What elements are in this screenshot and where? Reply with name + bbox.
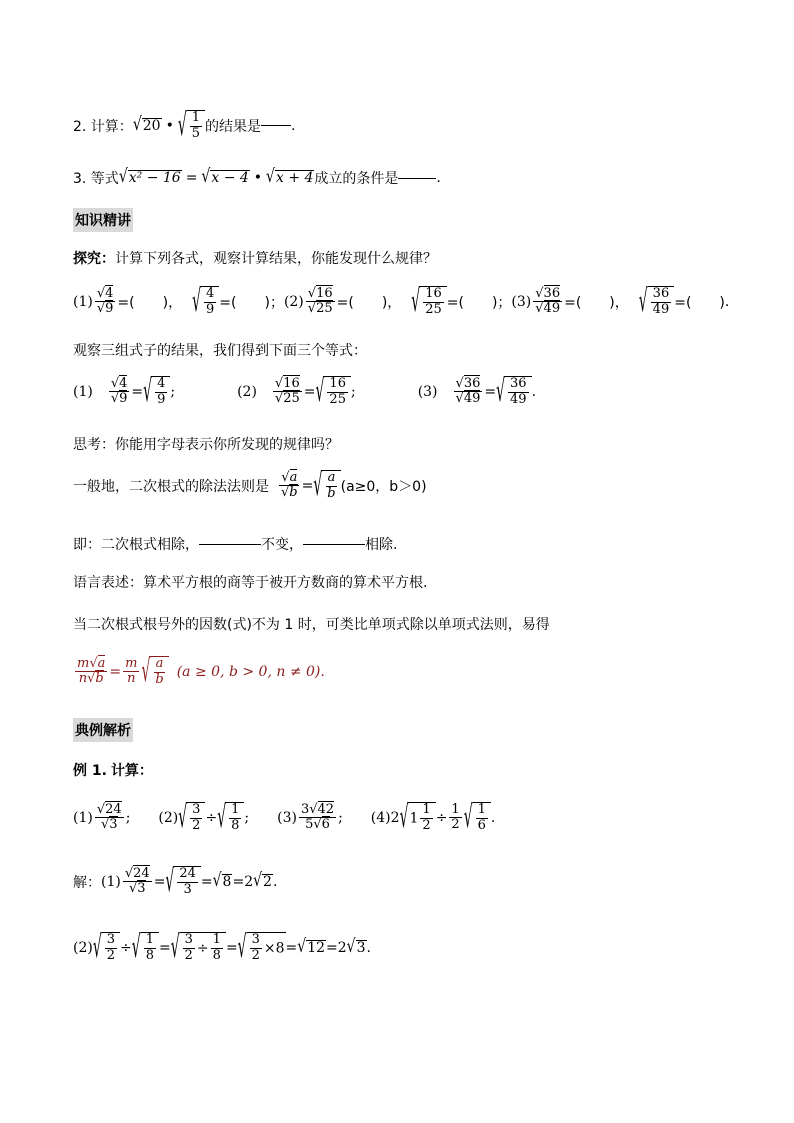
q2-label: 2. 计算： bbox=[73, 118, 133, 135]
sqrt-x+4: √ x + 4 bbox=[266, 166, 314, 187]
division-rule: 一般地，二次根式的除法法则是 $\frac{√a}{√b}$ = √ $\frac{a}{b}$ (a≥0，b＞0) bbox=[73, 468, 427, 504]
sqrt-16-25: √ $\frac{16}{25}$ bbox=[411, 286, 446, 318]
explore: 探究： 计算下列各式，观察计算结果，你能发现什么规律？ bbox=[73, 251, 437, 267]
answer-blank[interactable] bbox=[261, 125, 291, 126]
example-1-title: 例 1. 计算： bbox=[73, 763, 153, 779]
explore-expressions: (1) $\frac{√4}{√9}$ =( ) ， √ $\frac{4}{9}$ =( ) ； (2) $\frac{√16}{√25}$ =( ) ， √ $\frac{16}{25}$ =( ) ； (3) $\frac{√36}{√49}$ =( ) ， √ $\frac{36}{49}$ =( ) . bbox=[73, 284, 730, 320]
frac-sqrt36-sqrt49: $\frac{√36}{√49}$ bbox=[535, 285, 561, 317]
ie-text: 即：二次根式相除， 不变， 相除. bbox=[73, 537, 398, 553]
q3-cond: 成立的条件是 bbox=[314, 171, 399, 187]
q3-label: 3. 等式 bbox=[73, 171, 119, 187]
sqrt-x-4: √ x − 4 bbox=[201, 166, 249, 187]
q2-suffix: 的结果是 bbox=[205, 118, 262, 135]
sqrt-1-5: √ $\frac{1}{5}$ bbox=[178, 110, 205, 142]
question-2: 2. 计算： √ 20 • √ $\frac{1}{5}$ 的结果是 . bbox=[73, 108, 296, 144]
frac-sqrt4-sqrt9: $\frac{√4}{√9}$ bbox=[96, 285, 114, 317]
observe-text: 观察三组式子的结果，我们得到下面三个等式： bbox=[73, 343, 367, 359]
section-heading: 知识精讲 bbox=[73, 208, 133, 232]
sqrt-x2-16: √ x² − 16 bbox=[118, 166, 181, 187]
sqrt-36-49: √ $\frac{36}{49}$ bbox=[639, 286, 674, 318]
solution-2: (2) √ $\frac{3}{2}$ ÷ √ $\frac{1}{8}$ = √ $\frac{3}{2}$ ÷ $\frac{1}{8}$ = √ $\frac{3}{2}$ ×8 = √ 12 = 2 √ 3 . bbox=[73, 930, 371, 966]
sqrt-4-9: √ $\frac{4}{9}$ bbox=[192, 286, 219, 318]
frac-sqrt16-sqrt25: $\frac{√16}{√25}$ bbox=[307, 285, 333, 317]
coefficient-formula: $\frac{m√a}{n√b}$ = $\frac{m}{n}$ √ $\frac{a}{b}$ (a ≥ 0, b > 0, n ≠ 0). bbox=[77, 654, 325, 690]
fill-blank-1[interactable] bbox=[199, 544, 261, 545]
question-3: 3. 等式 √ x² − 16 = √ x − 4 • √ x + 4 成立的条件是 . bbox=[73, 166, 441, 187]
three-equalities: (1) $\frac{√4}{√9}$ = √ $\frac{4}{9}$ ; (2) $\frac{√16}{√25}$ = √ $\frac{16}{25}$ ; (3) $\frac{√36}{√49}$ = √ $\frac{36}{49}$ . bbox=[73, 374, 537, 410]
solution-1: 解： (1) $\frac{√24}{√3}$ = √ $\frac{24}{3}$ = √ 8 = 2 √ 2 . bbox=[73, 864, 278, 900]
answer-blank[interactable] bbox=[398, 178, 436, 179]
language-statement: 语言表述：算术平方根的商等于被开方数商的算术平方根. bbox=[73, 575, 428, 591]
fill-blank-2[interactable] bbox=[303, 544, 365, 545]
sqrt-20: √ 20 bbox=[132, 113, 161, 135]
example-1-items: (1) $\frac{√24}{√3}$ ; (2) √ $\frac{3}{2}$ ÷ √ $\frac{1}{8}$ ; (3) $\frac{3√42}{5√6}$ ; (4) 2 √ 1 $\frac{1}{2}$ ÷ $\frac{1}{2}$ √ $\frac{1}{6}$ . bbox=[73, 800, 496, 836]
think-text: 思考：你能用字母表示你所发现的规律吗？ bbox=[73, 437, 339, 453]
section-heading-2: 典例解析 bbox=[73, 718, 133, 742]
coefficient-text: 当二次根式根号外的因数(式)不为 1 时，可类比单项式除以单项式法则，易得 bbox=[73, 617, 550, 633]
